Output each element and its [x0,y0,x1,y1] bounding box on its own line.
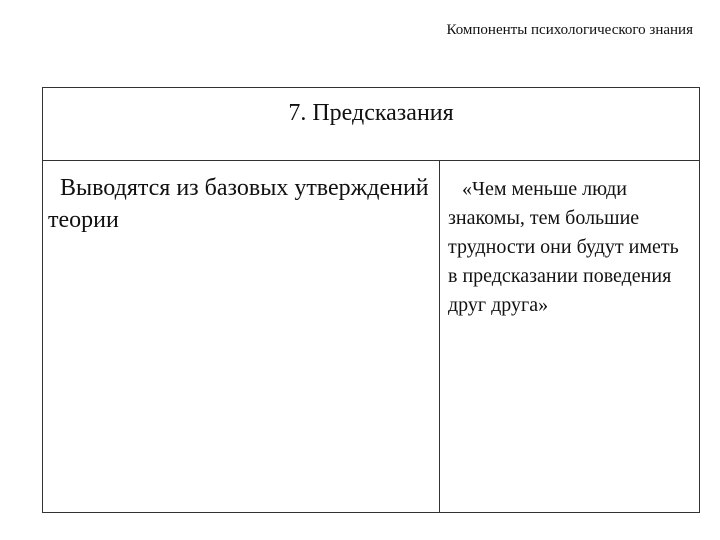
right-cell [448,175,693,320]
slide-header-title: Компоненты психологического знания [446,22,693,38]
left-cell-text: Выводятся из базовых утверждений теории [48,175,429,233]
table-heading-cell [43,88,699,161]
right-cell-text: «Чем меньше люди знакомы, тем большие трудности они будут иметь в предсказании поведения друг друга» [448,178,679,316]
column-divider [439,161,440,513]
content-table [42,87,700,513]
table-heading: 7. Предсказания [288,100,454,126]
left-cell [48,172,433,236]
